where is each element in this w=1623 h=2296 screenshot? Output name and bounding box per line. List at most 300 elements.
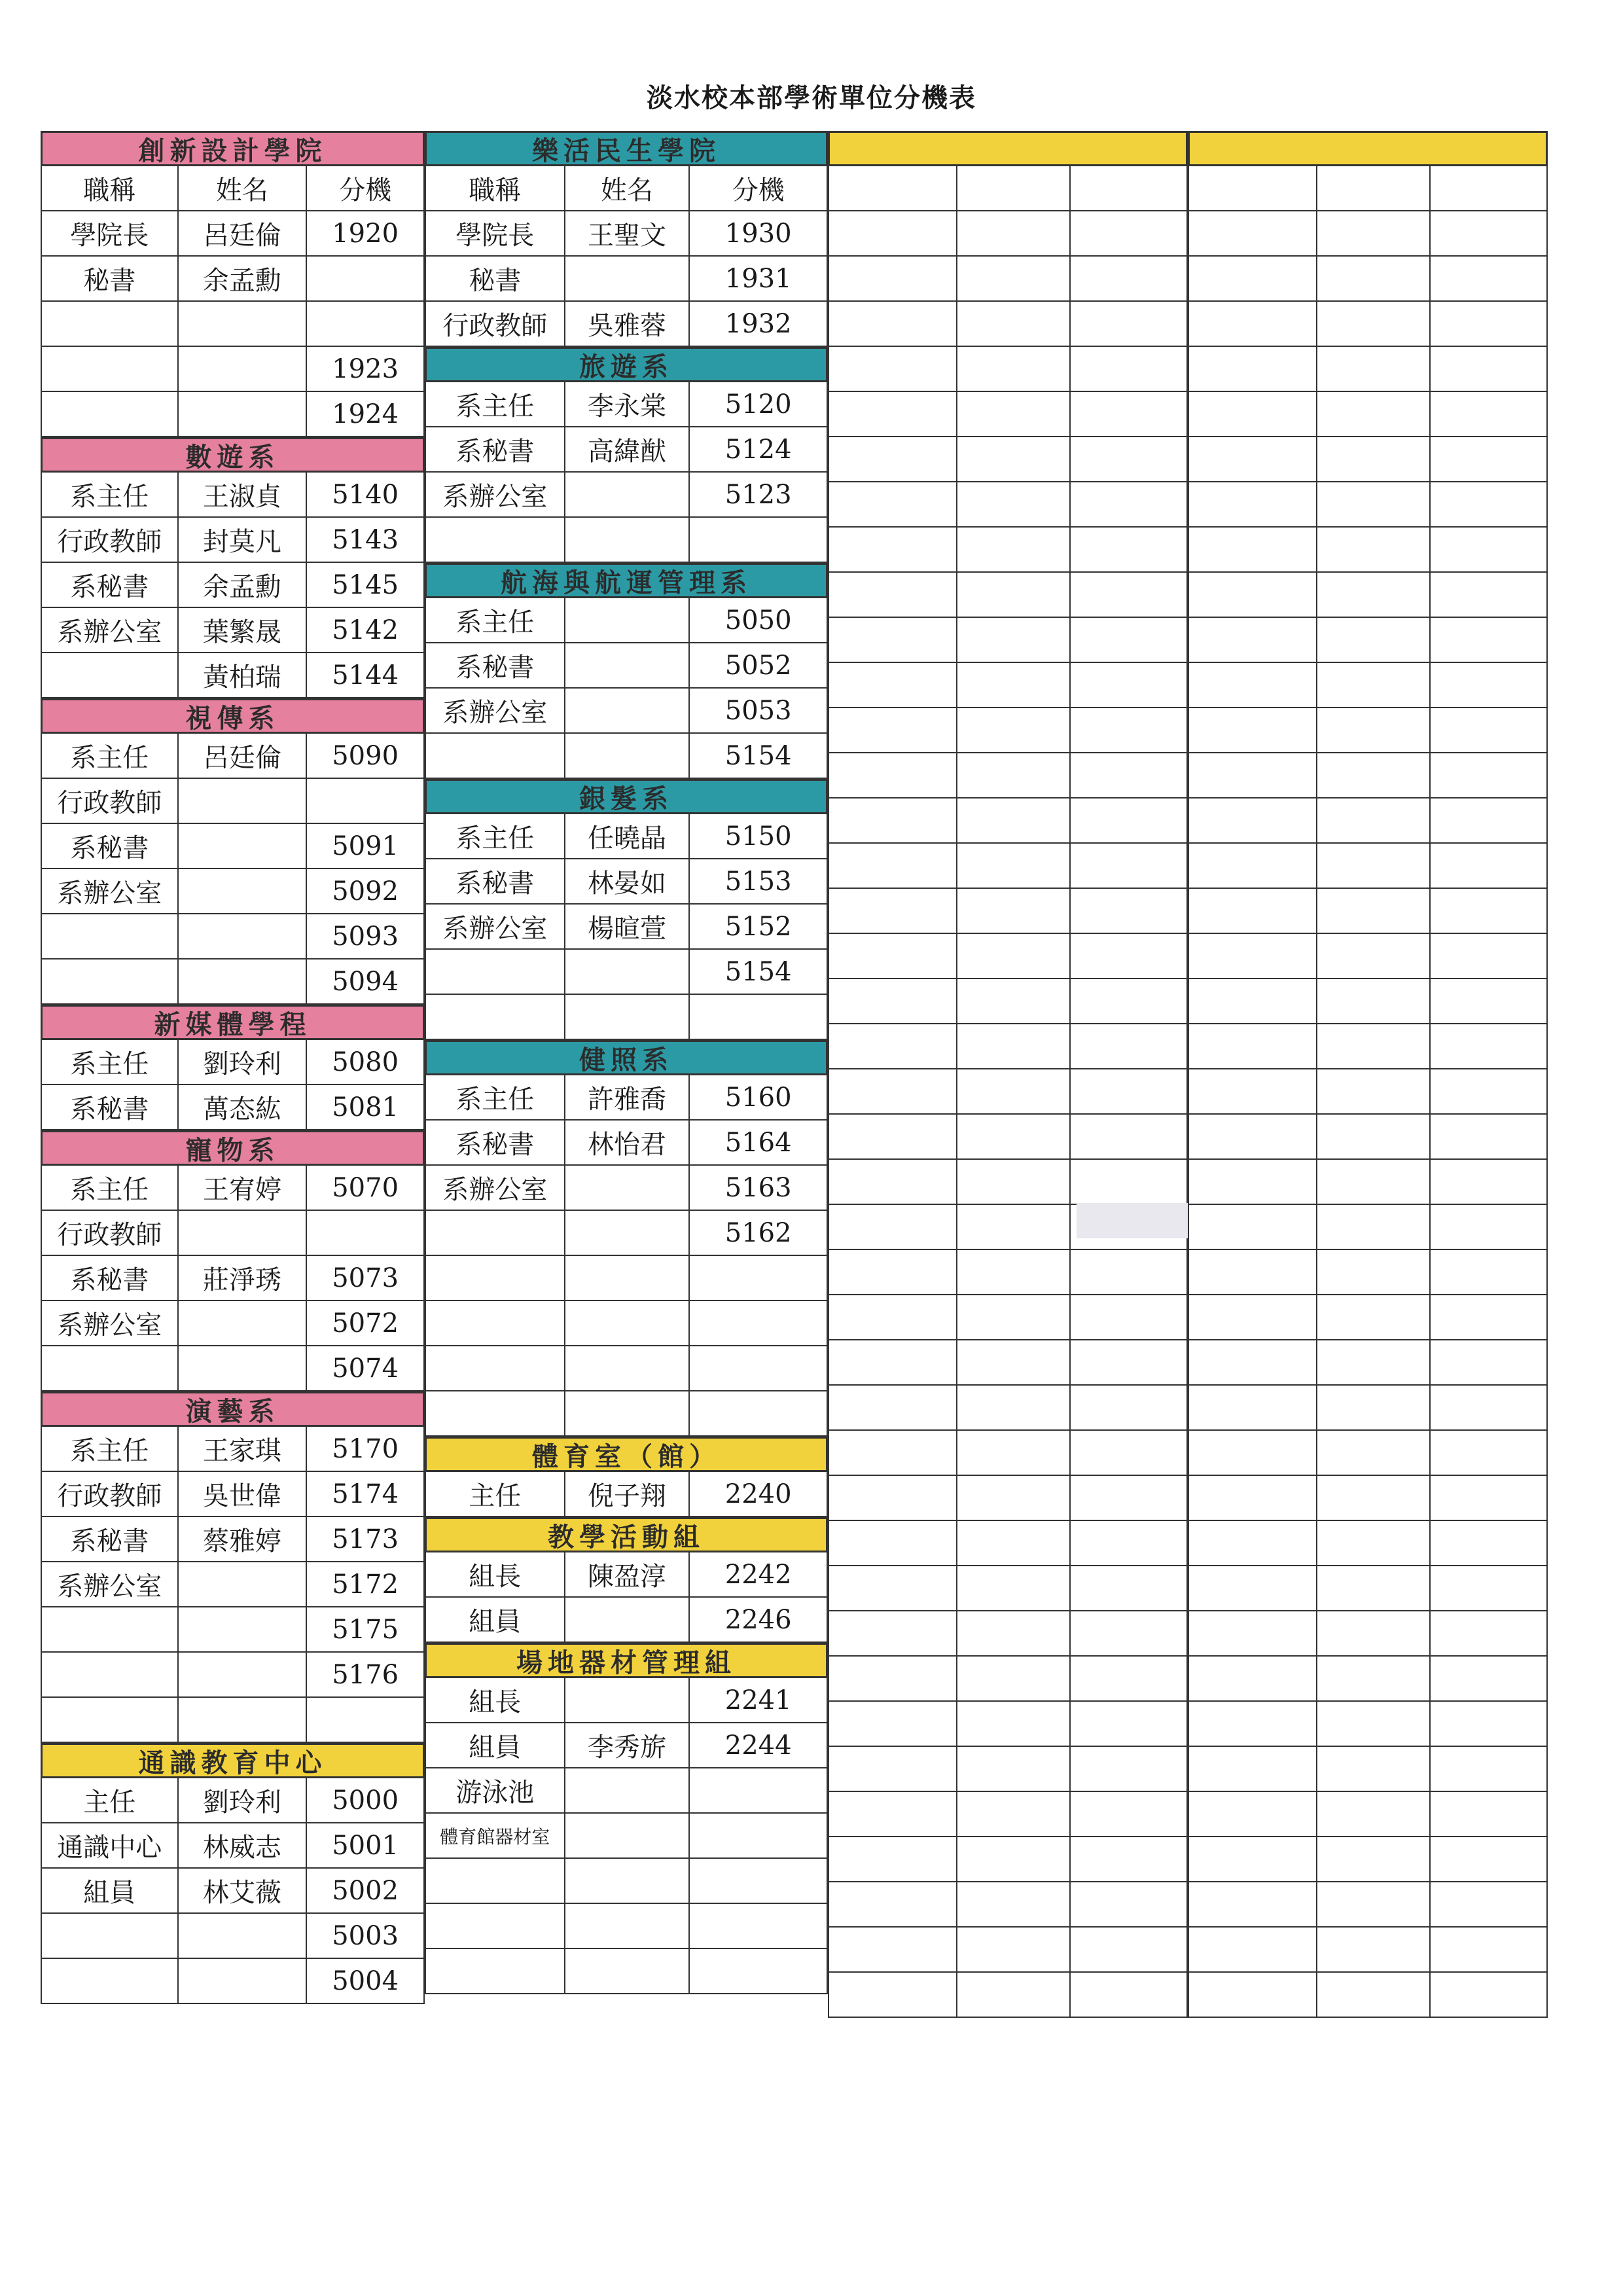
table-cell: 萬态紘 xyxy=(179,1085,308,1129)
table-cell xyxy=(1071,1747,1186,1791)
table-cell xyxy=(1189,753,1317,797)
table-row xyxy=(425,1346,828,1391)
table-cell xyxy=(957,1928,1071,1971)
table-cell xyxy=(1431,211,1546,255)
table-cell xyxy=(829,1521,957,1565)
table-cell xyxy=(1317,1702,1431,1746)
table-row xyxy=(828,1386,1188,1431)
table-cell: 5172 xyxy=(332,1569,399,1600)
table-row xyxy=(41,779,425,824)
table-cell xyxy=(1317,392,1431,436)
table-row xyxy=(828,1160,1188,1205)
table-cell xyxy=(1189,889,1317,933)
table-cell xyxy=(565,1391,690,1435)
table-row xyxy=(828,708,1188,753)
table-cell: 1931 xyxy=(724,263,792,294)
table-row xyxy=(425,166,828,211)
table-cell: 楊暄萱 xyxy=(565,905,690,948)
table-cell: 系辦公室 xyxy=(42,1301,179,1345)
table-cell xyxy=(1317,844,1431,888)
table-cell xyxy=(1071,844,1186,888)
table-cell: 系主任 xyxy=(42,734,179,778)
table-cell xyxy=(565,1598,690,1641)
table-cell xyxy=(1071,1386,1186,1429)
table-cell xyxy=(1071,1024,1186,1068)
table-cell xyxy=(957,934,1071,978)
table-cell xyxy=(829,166,957,210)
table-cell xyxy=(957,663,1071,707)
table-cell xyxy=(1317,1250,1431,1294)
table-cell xyxy=(1189,798,1317,842)
table-cell xyxy=(426,518,565,562)
table-row xyxy=(41,1211,425,1256)
table-cell xyxy=(179,960,308,1003)
table-row xyxy=(1188,1882,1548,1928)
table-cell xyxy=(957,1747,1071,1791)
table-row xyxy=(828,979,1188,1024)
table-cell xyxy=(1317,437,1431,481)
table-cell xyxy=(1071,1566,1186,1610)
table-cell xyxy=(829,302,957,346)
table-cell xyxy=(957,1340,1071,1384)
table-row xyxy=(41,1517,425,1562)
table-cell xyxy=(1189,1205,1317,1249)
table-cell xyxy=(1431,1657,1546,1700)
table-cell: 系辦公室 xyxy=(42,869,179,913)
table-cell xyxy=(1071,1973,1186,2017)
table-cell xyxy=(1431,1792,1546,1836)
table-cell: 5154 xyxy=(724,956,792,987)
table-cell xyxy=(1431,1747,1546,1791)
table-cell xyxy=(829,1657,957,1700)
table-cell xyxy=(179,1653,308,1696)
table-cell xyxy=(1317,482,1431,526)
table-cell: 吳雅蓉 xyxy=(565,302,690,346)
table-row xyxy=(41,869,425,914)
table-row xyxy=(828,1295,1188,1340)
table-row xyxy=(1188,1657,1548,1702)
table-cell xyxy=(829,1024,957,1068)
table-cell xyxy=(1431,392,1546,436)
table-cell xyxy=(829,1115,957,1158)
table-cell: 5140 xyxy=(332,479,399,510)
table-row xyxy=(828,166,1188,211)
table-cell: 5052 xyxy=(724,650,792,681)
table-cell xyxy=(1189,1973,1317,2017)
section-header xyxy=(1188,131,1548,166)
table-cell xyxy=(179,392,308,436)
table-cell xyxy=(829,934,957,978)
table-row xyxy=(425,211,828,257)
table-cell xyxy=(957,844,1071,888)
table-row xyxy=(1188,753,1548,798)
table-cell xyxy=(426,1346,565,1390)
table-cell xyxy=(957,302,1071,346)
table-cell xyxy=(1189,618,1317,662)
table-row xyxy=(41,653,425,698)
table-cell xyxy=(1317,934,1431,978)
table-row xyxy=(828,347,1188,392)
table-cell xyxy=(957,1702,1071,1746)
scan-artifact xyxy=(1077,1203,1188,1238)
table-cell: 通識中心 xyxy=(42,1823,179,1867)
table-row xyxy=(1188,1069,1548,1115)
table-cell: 李秀旂 xyxy=(565,1723,690,1767)
table-row xyxy=(425,1949,828,1994)
table-cell xyxy=(829,1431,957,1475)
table-cell xyxy=(1431,1024,1546,1068)
table-cell xyxy=(957,1973,1071,2017)
table-cell: 封莫凡 xyxy=(179,518,308,562)
table-cell xyxy=(829,1205,957,1249)
table-cell xyxy=(426,1256,565,1300)
table-row xyxy=(1188,1386,1548,1431)
table-cell xyxy=(957,1521,1071,1565)
table-cell xyxy=(690,1904,827,1948)
table-row xyxy=(41,1301,425,1346)
table-cell xyxy=(1431,708,1546,752)
table-cell: 體育館器材室 xyxy=(426,1814,565,1857)
table-row xyxy=(828,1431,1188,1476)
table-cell xyxy=(1071,211,1186,255)
table-cell: 5091 xyxy=(332,831,399,861)
table-row xyxy=(425,1723,828,1768)
table-cell xyxy=(1071,934,1186,978)
table-cell xyxy=(1317,1205,1431,1249)
table-cell: 行政教師 xyxy=(42,779,179,823)
table-cell: 系主任 xyxy=(426,382,565,426)
table-cell xyxy=(1317,257,1431,300)
table-cell: 系秘書 xyxy=(426,427,565,471)
table-cell xyxy=(565,598,690,642)
table-cell xyxy=(1071,1295,1186,1339)
table-cell xyxy=(1189,1882,1317,1926)
table-cell xyxy=(1431,1431,1546,1475)
table-row xyxy=(828,844,1188,889)
table-row xyxy=(1188,798,1548,844)
table-cell xyxy=(829,1702,957,1746)
table-cell xyxy=(829,1747,957,1791)
table-cell: 行政教師 xyxy=(426,302,565,346)
table-row xyxy=(41,1653,425,1698)
table-cell: 組員 xyxy=(42,1869,179,1912)
table-cell xyxy=(1317,1521,1431,1565)
table-row xyxy=(828,1566,1188,1611)
table-row xyxy=(425,1211,828,1256)
table-cell xyxy=(42,1959,179,2003)
table-row xyxy=(1188,257,1548,302)
table-row xyxy=(828,1250,1188,1295)
table-cell xyxy=(829,1476,957,1520)
table-cell xyxy=(1189,708,1317,752)
table-cell xyxy=(1431,979,1546,1023)
table-row xyxy=(425,1166,828,1211)
table-row xyxy=(1188,844,1548,889)
table-row xyxy=(41,473,425,518)
table-cell xyxy=(829,1295,957,1339)
table-cell: 系主任 xyxy=(426,814,565,858)
table-cell xyxy=(829,1882,957,1926)
table-cell: 行政教師 xyxy=(42,1211,179,1255)
table-row xyxy=(828,618,1188,663)
table-cell xyxy=(1317,753,1431,797)
table-cell: 呂廷倫 xyxy=(179,211,308,255)
table-cell: 5176 xyxy=(332,1659,399,1690)
table-cell: 許雅喬 xyxy=(565,1075,690,1119)
table-cell: 組長 xyxy=(426,1552,565,1596)
table-cell: 林晏如 xyxy=(565,859,690,903)
table-cell xyxy=(1189,1340,1317,1384)
table-cell xyxy=(426,1949,565,1993)
table-cell: 王淑貞 xyxy=(179,473,308,516)
section-header: 創新設計學院 xyxy=(41,131,425,166)
table-cell xyxy=(1189,1024,1317,1068)
table-cell: 5175 xyxy=(332,1614,399,1645)
table-cell: 系秘書 xyxy=(42,563,179,607)
table-row xyxy=(425,1301,828,1346)
table-cell xyxy=(957,1657,1071,1700)
table-cell: 5173 xyxy=(332,1524,399,1554)
table-cell: 5074 xyxy=(332,1353,399,1384)
table-row xyxy=(828,1521,1188,1566)
table-row xyxy=(828,934,1188,979)
table-cell xyxy=(957,1115,1071,1158)
table-row xyxy=(41,1256,425,1301)
table-cell: 5002 xyxy=(332,1875,399,1906)
table-cell: 2244 xyxy=(724,1730,792,1761)
table-row xyxy=(1188,663,1548,708)
table-cell xyxy=(690,1814,827,1857)
section-header: 樂活民生學院 xyxy=(425,131,828,166)
table-row xyxy=(828,392,1188,437)
table-cell: 系秘書 xyxy=(426,859,565,903)
table-cell xyxy=(1071,573,1186,617)
table-cell xyxy=(565,950,690,994)
table-row xyxy=(425,1904,828,1949)
table-cell xyxy=(957,482,1071,526)
table-row xyxy=(41,1823,425,1869)
table-cell xyxy=(957,1792,1071,1836)
table-cell: 職稱 xyxy=(42,166,179,210)
table-cell xyxy=(1071,1882,1186,1926)
table-row xyxy=(1188,1205,1548,1250)
table-cell xyxy=(1189,392,1317,436)
page-title: 淡水校本部學術單位分機表 xyxy=(647,82,976,113)
table-cell xyxy=(179,347,308,391)
table-cell xyxy=(1071,979,1186,1023)
table-cell xyxy=(1189,1657,1317,1700)
table-cell: 5143 xyxy=(332,524,399,555)
table-row xyxy=(41,1869,425,1914)
table-cell xyxy=(829,211,957,255)
table-cell xyxy=(829,663,957,707)
table-cell: 系秘書 xyxy=(42,824,179,868)
table-row xyxy=(1188,1521,1548,1566)
table-cell xyxy=(1431,166,1546,210)
table-row xyxy=(425,643,828,689)
table-cell xyxy=(1071,482,1186,526)
table-row xyxy=(425,1678,828,1723)
table-row xyxy=(828,302,1188,347)
table-cell: 王宥婷 xyxy=(179,1166,308,1210)
table-row xyxy=(1188,1611,1548,1657)
table-cell xyxy=(1317,1069,1431,1113)
table-cell xyxy=(426,734,565,778)
table-cell: 系辦公室 xyxy=(426,473,565,516)
table-cell xyxy=(1317,1928,1431,1971)
table-row xyxy=(425,1768,828,1814)
table-cell xyxy=(829,618,957,662)
table-row xyxy=(828,1747,1188,1792)
table-cell: 5094 xyxy=(332,966,399,997)
table-cell xyxy=(1189,979,1317,1023)
table-cell xyxy=(1431,753,1546,797)
table-cell: 5120 xyxy=(724,389,792,420)
table-cell xyxy=(1189,1476,1317,1520)
table-cell xyxy=(829,798,957,842)
table-row xyxy=(1188,979,1548,1024)
table-row xyxy=(41,960,425,1005)
table-cell: 系主任 xyxy=(426,598,565,642)
table-cell xyxy=(957,1566,1071,1610)
table-cell xyxy=(1189,1386,1317,1429)
table-cell xyxy=(1071,1611,1186,1655)
table-cell xyxy=(1317,708,1431,752)
table-row xyxy=(425,1121,828,1166)
table-cell xyxy=(829,979,957,1023)
table-cell: 林艾薇 xyxy=(179,1869,308,1912)
table-cell xyxy=(829,708,957,752)
table-cell xyxy=(565,689,690,732)
section-header: 場地器材管理組 xyxy=(425,1643,828,1678)
table-row xyxy=(1188,482,1548,528)
table-cell: 黃柏瑞 xyxy=(179,653,308,697)
table-cell xyxy=(957,753,1071,797)
table-row xyxy=(828,528,1188,573)
table-cell xyxy=(307,779,423,823)
table-cell xyxy=(1317,889,1431,933)
table-cell xyxy=(690,1346,827,1390)
table-cell: 學院長 xyxy=(426,211,565,255)
section-header: 新媒體學程 xyxy=(41,1005,425,1040)
table-cell xyxy=(179,914,308,958)
table-cell xyxy=(1431,257,1546,300)
table-cell xyxy=(829,844,957,888)
table-row xyxy=(425,518,828,563)
table-row xyxy=(1188,1476,1548,1521)
table-cell xyxy=(1317,1657,1431,1700)
table-cell xyxy=(565,518,690,562)
table-cell xyxy=(426,950,565,994)
table-row xyxy=(1188,1340,1548,1386)
table-row xyxy=(1188,1973,1548,2018)
table-cell xyxy=(829,889,957,933)
table-row xyxy=(425,473,828,518)
table-cell xyxy=(957,1386,1071,1429)
table-cell xyxy=(829,1611,957,1655)
table-cell xyxy=(1317,528,1431,571)
table-cell xyxy=(1317,166,1431,210)
section-header: 演藝系 xyxy=(41,1391,425,1427)
table-cell: 5092 xyxy=(332,876,399,906)
table-cell xyxy=(1431,1837,1546,1881)
table-cell xyxy=(1317,302,1431,346)
table-row xyxy=(828,753,1188,798)
table-cell: 系辦公室 xyxy=(426,905,565,948)
table-cell xyxy=(690,995,827,1039)
table-cell xyxy=(957,618,1071,662)
table-cell: 2242 xyxy=(724,1559,792,1590)
table-cell xyxy=(829,1566,957,1610)
table-cell: 2240 xyxy=(724,1479,792,1509)
table-cell xyxy=(42,1607,179,1651)
table-cell: 劉玲利 xyxy=(179,1040,308,1084)
table-cell: 組員 xyxy=(426,1723,565,1767)
table-cell: 王家琪 xyxy=(179,1427,308,1471)
table-cell xyxy=(1317,1792,1431,1836)
table-cell xyxy=(179,1914,308,1958)
table-cell xyxy=(1317,1431,1431,1475)
table-row xyxy=(1188,392,1548,437)
table-cell: 2241 xyxy=(724,1685,792,1715)
table-cell xyxy=(565,257,690,300)
table-cell: 系主任 xyxy=(42,1040,179,1084)
table-cell xyxy=(42,302,179,346)
table-cell: 主任 xyxy=(426,1472,565,1516)
section-header: 體育室（館） xyxy=(425,1437,828,1472)
table-cell xyxy=(1189,1431,1317,1475)
table-cell: 葉繁晟 xyxy=(179,608,308,652)
table-cell xyxy=(179,1346,308,1390)
table-row xyxy=(41,608,425,653)
table-cell xyxy=(42,914,179,958)
table-cell xyxy=(957,257,1071,300)
table-cell xyxy=(1189,257,1317,300)
table-cell: 吳世偉 xyxy=(179,1472,308,1516)
table-cell: 蔡雅婷 xyxy=(179,1517,308,1561)
table-cell xyxy=(1189,1250,1317,1294)
table-row xyxy=(828,573,1188,618)
table-cell xyxy=(1431,934,1546,978)
table-row xyxy=(828,257,1188,302)
table-cell xyxy=(179,302,308,346)
table-row xyxy=(41,1607,425,1653)
table-cell: 5152 xyxy=(724,911,792,942)
table-row xyxy=(828,1024,1188,1069)
table-row xyxy=(425,859,828,905)
table-cell xyxy=(957,1205,1071,1249)
table-cell: 5080 xyxy=(332,1047,399,1077)
table-cell xyxy=(829,437,957,481)
table-cell xyxy=(1189,1792,1317,1836)
table-cell: 5050 xyxy=(724,605,792,636)
table-cell xyxy=(1317,1566,1431,1610)
table-row xyxy=(828,1657,1188,1702)
table-cell: 系主任 xyxy=(42,1166,179,1210)
table-cell xyxy=(1189,1160,1317,1204)
table-cell xyxy=(179,1607,308,1651)
table-cell xyxy=(1071,798,1186,842)
table-row xyxy=(828,1340,1188,1386)
table-cell xyxy=(690,1768,827,1812)
table-cell xyxy=(1317,1476,1431,1520)
table-cell xyxy=(565,473,690,516)
table-cell xyxy=(1071,347,1186,391)
table-cell xyxy=(1317,1024,1431,1068)
table-cell xyxy=(1431,1476,1546,1520)
table-cell xyxy=(1071,663,1186,707)
section-header: 數遊系 xyxy=(41,437,425,473)
